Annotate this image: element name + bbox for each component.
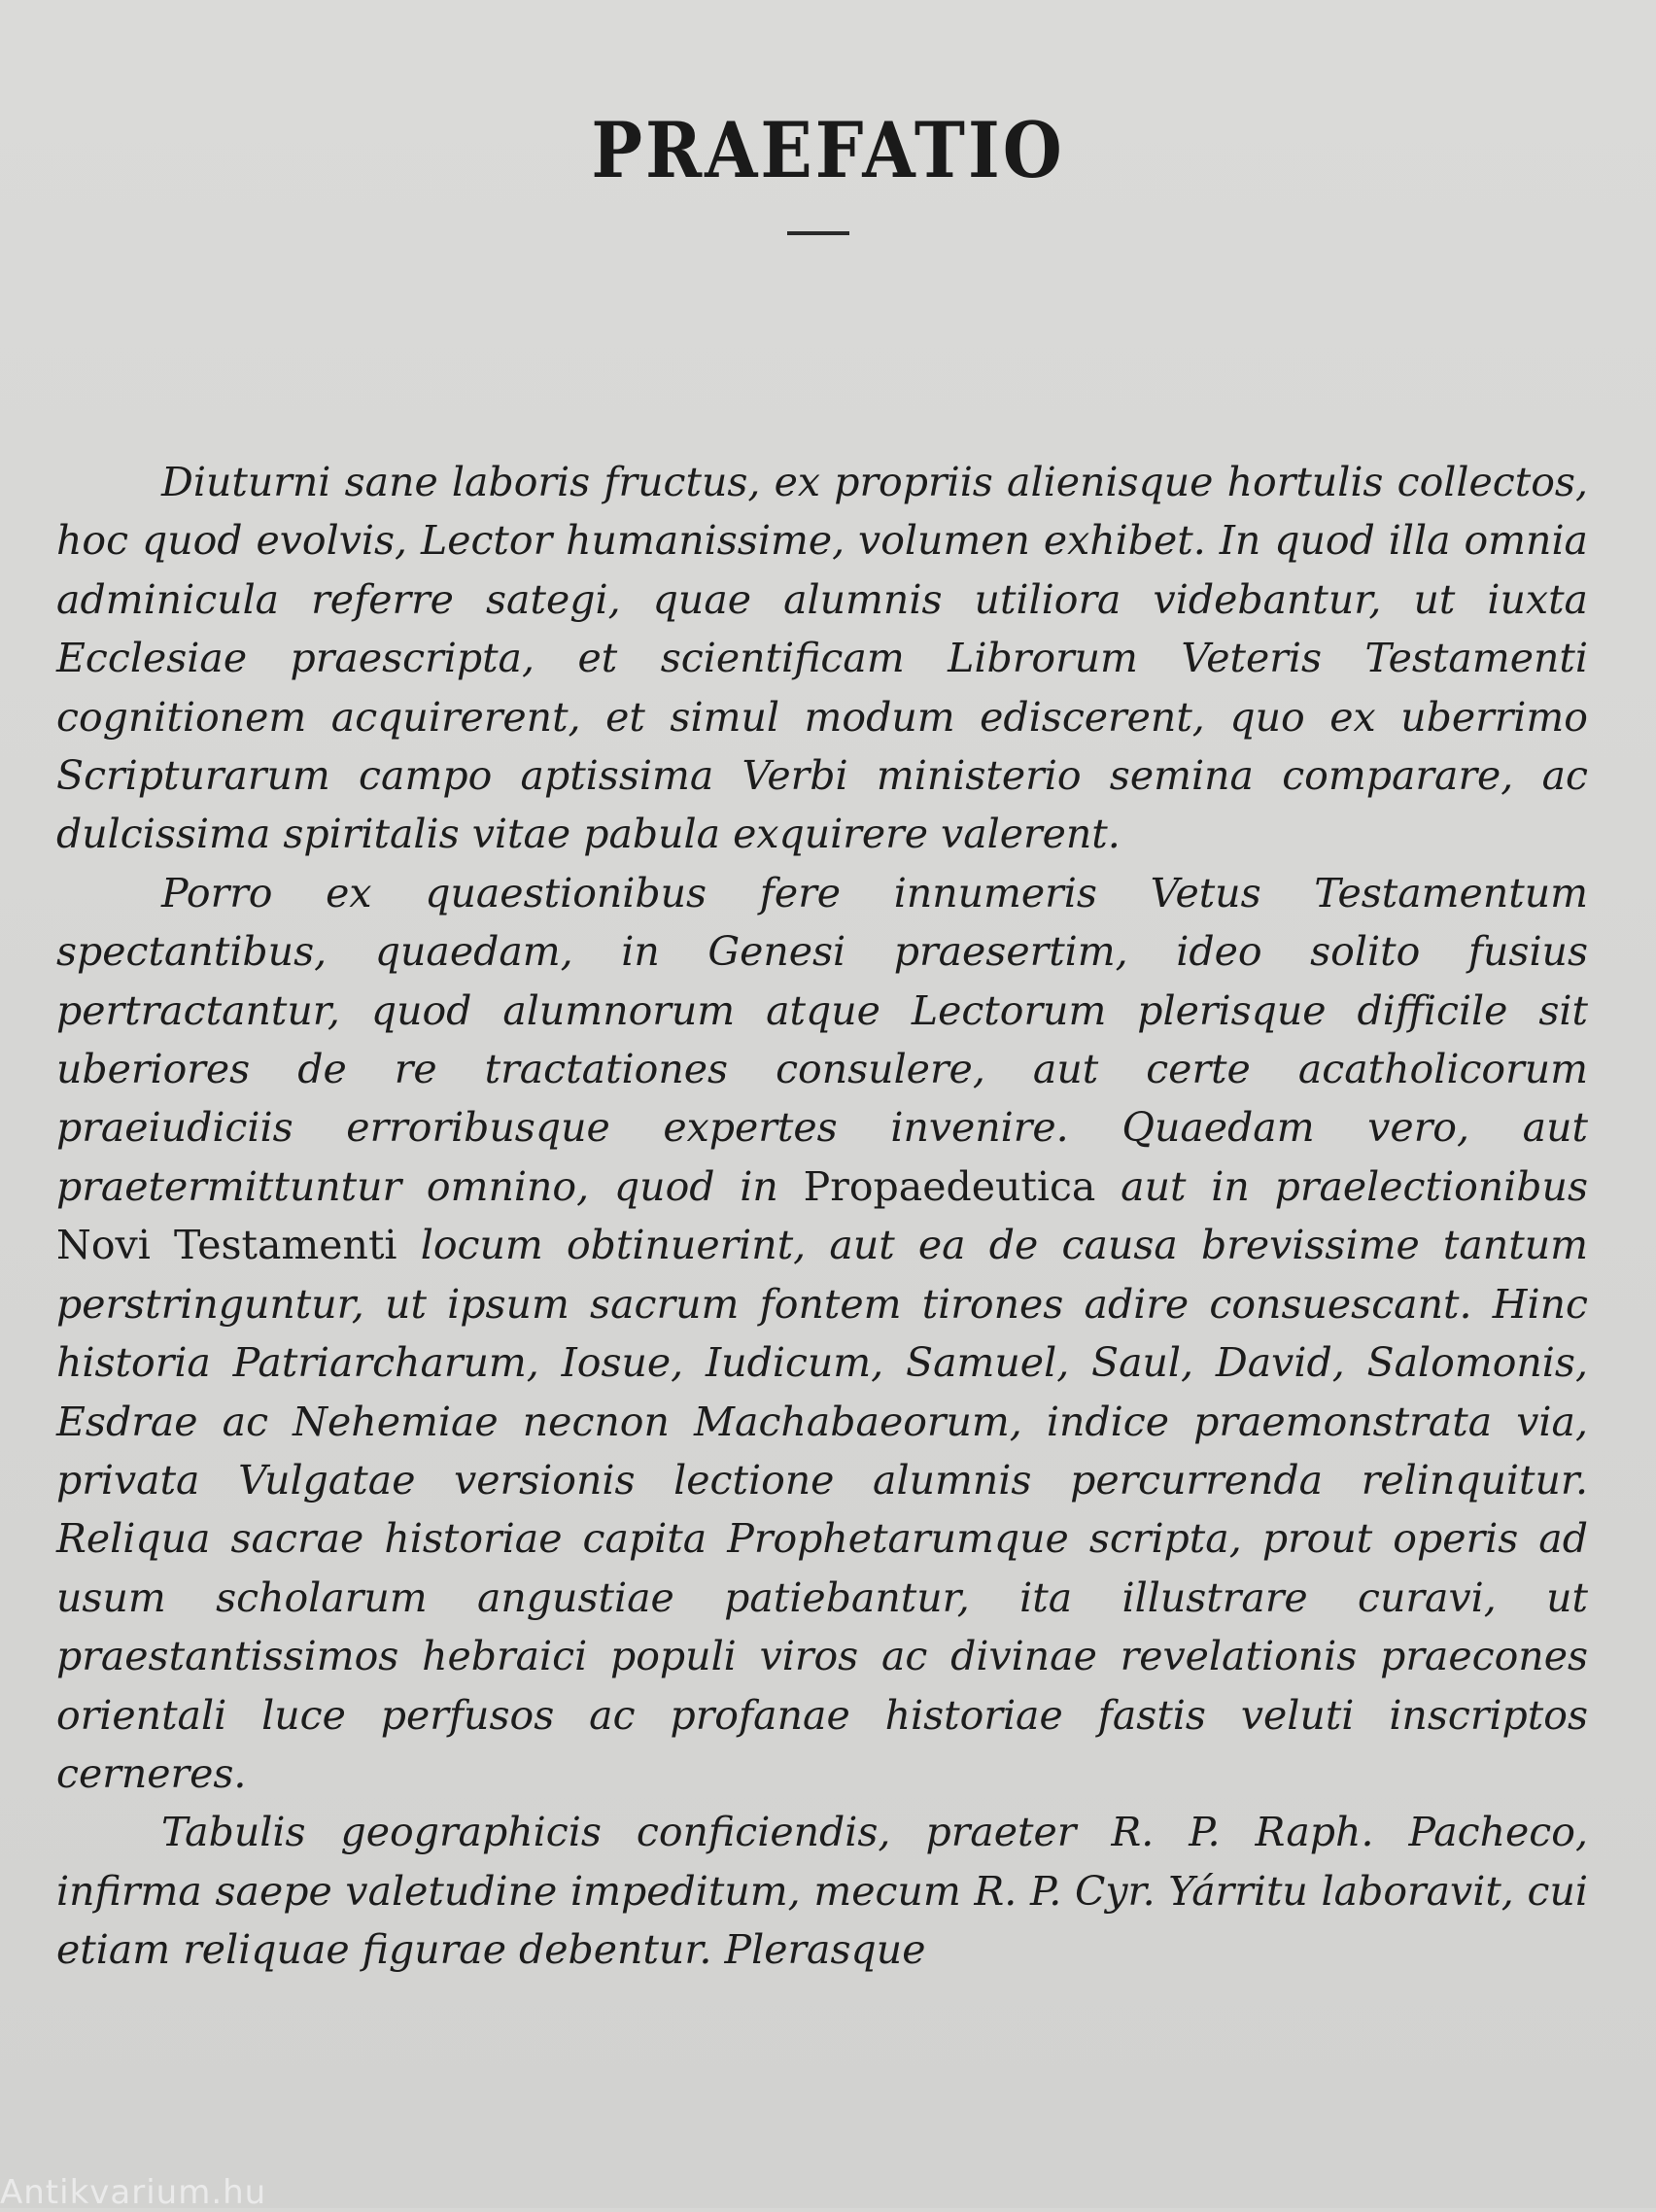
title-divider bbox=[787, 231, 849, 235]
roman-term-propaedeutica: Propaedeutica bbox=[803, 1162, 1096, 1210]
paragraph-2-part-1: Porro ex quaestionibus fere innumeris Vetus Testamentum spectantibus, quaedam, in Genesi praesertim, ideo solito fusius pertractantur, quod alumnorum atque Lectorum plerisque difficile sit uberiores de re tractationes consulere, aut certe acatholicorum praeiudiciis erroribusque expertes invenire. Quaedam vero, aut praetermittuntur omnino, quod in bbox=[56, 869, 1588, 1210]
paragraph-1: Diuturni sane laboris fructus, ex propriis alienisque hortulis collectos, hoc quod evolvis, Lector humanissime, volumen exhibet. In quod illa omnia adminicula referre sategi, quae alumnis utiliora videbantur, ut iuxta Ecclesiae praescripta, et scientificam Librorum Veteris Testamenti cognitionem acquirerent, et simul modum ediscerent, quo ex uberrimo Scripturarum campo aptissima Verbi ministerio semina comparare, ac dulcissima spiritalis vitae pabula exquirere valerent. bbox=[56, 459, 1588, 858]
preface-body bbox=[56, 453, 1588, 1980]
paragraph-2 bbox=[56, 864, 1588, 1804]
roman-term-novi-testamenti: Novi Testamenti bbox=[56, 1222, 397, 1269]
watermark-text: Antikvarium.hu bbox=[0, 2173, 267, 2212]
paragraph-3: Tabulis geographicis conficiendis, praeter R. P. Raph. Pacheco, infirma saepe valetudine impeditum, mecum R. P. Cyr. Yárritu laboravit, cui etiam reliquae figurae debentur. Plerasque bbox=[56, 1809, 1588, 1974]
paragraph-2-part-3: locum obtinuerint, aut ea de causa brevissime tantum perstringuntur, ut ipsum sacrum fontem tirones adire consuescant. Hinc historia Patriarcharum, Iosue, Iudicum, Samuel, Saul, David, Salomonis, Esdrae ac Nehemiae necnon Machabaeorum, indice praemonstrata via, privata Vulgatae versionis lectione alumnis percurrenda relinquitur. Reliqua sacrae historiae capita Prophetarumque scripta, prout operis ad usum scholarum angustiae patiebantur, ita illustrare curavi, ut praestantissimos hebraici populi viros ac divinae revelationis praecones orientali luce perfusos ac profanae historiae fastis veluti inscriptos cerneres. bbox=[56, 1222, 1588, 1797]
page-title: PRAEFATIO bbox=[591, 105, 1065, 195]
paragraph-2-part-2: aut in praelectionibus bbox=[1095, 1162, 1588, 1210]
